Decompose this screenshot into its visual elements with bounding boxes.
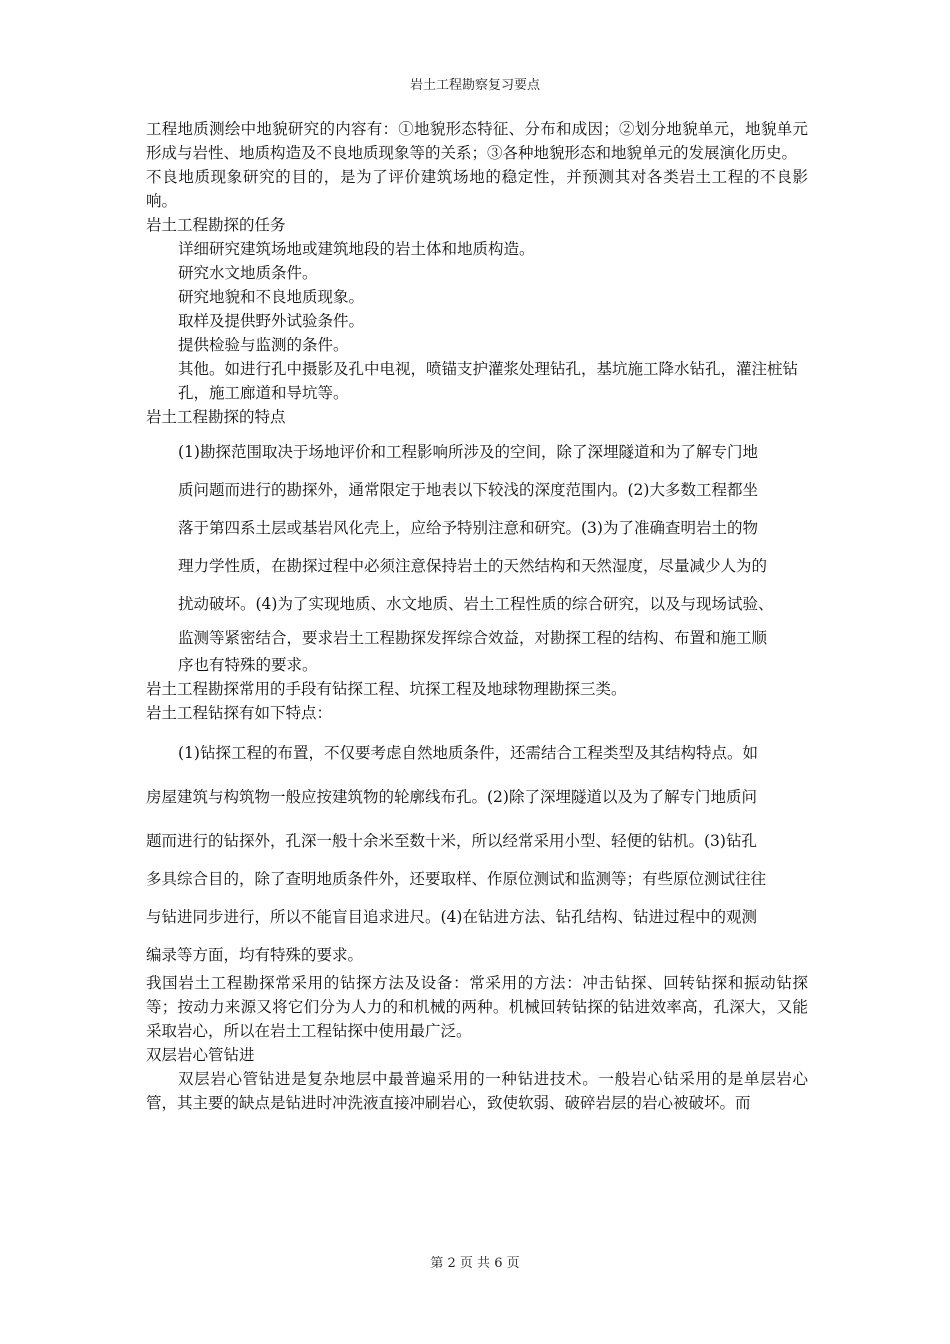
paragraph-exploration-means: 岩土工程勘探常用的手段有钻探工程、坑探工程及地球物理勘探三类。 — [146, 680, 627, 698]
heading-drilling-features: 岩土工程钻探有如下特点： — [146, 704, 333, 722]
heading-exploration-tasks: 岩土工程勘探的任务 — [146, 216, 286, 234]
paragraph-geomorphology: 工程地质测绘中地貌研究的内容有：①地貌形态特征、分布和成因；②划分地貌单元，地貌单元形成与岩性、地质构造及不良地质现象等的关系；③各种地貌形态和地貌单元的发展演化历史。 — [146, 120, 808, 162]
task-item: 详细研究建筑场地或建筑地段的岩土体和地质构造。 — [178, 240, 535, 258]
task-item: 研究地貌和不良地质现象。 — [178, 288, 365, 306]
heading-double-core-barrel: 双层岩心管钻进 — [146, 1046, 255, 1064]
paragraph-drilling-methods: 我国岩土工程勘探常采用的钻探方法及设备：常采用的方法：冲击钻探、回转钻探和振动钻探等；按动力来源又将它们分为人力的和机械的两种。机械回转钻探的钻进效率高，孔深大，又能采取岩心，所以在岩土工程钻探中使用最广泛。 — [146, 974, 808, 1040]
features-line: 质问题而进行的勘探外，通常限定于地表以下较浅的深度范围内。(2)大多数工程都坐 — [178, 481, 758, 499]
page-footer: 第 2 页 共 6 页 — [430, 1256, 520, 1271]
task-item: 提供检验与监测的条件。 — [178, 336, 349, 354]
drilling-line: 多具综合目的，除了查明地质条件外，还要取样、作原位测试和监测等；有些原位测试往往 — [146, 870, 767, 888]
task-item: 取样及提供野外试验条件。 — [178, 312, 365, 330]
features-line: 扰动破坏。(4)为了实现地质、水文地质、岩土工程性质的综合研究，以及与现场试验、 — [178, 595, 774, 613]
drilling-line: 编录等方面，均有特殊的要求。 — [146, 946, 364, 964]
paragraph-adverse-geology: 不良地质现象研究的目的，是为了评价建筑场地的稳定性，并预测其对各类岩土工程的不良影响。 — [146, 168, 808, 210]
drilling-line: 与钻进同步进行，所以不能盲目追求进尺。(4)在钻进方法、钻孔结构、钻进过程中的观测 — [146, 908, 757, 926]
heading-exploration-features: 岩土工程勘探的特点 — [146, 408, 286, 426]
features-line: (1)勘探范围取决于场地评价和工程影响所涉及的空间，除了深埋隧道和为了解专门地 — [178, 443, 758, 461]
paragraph-double-core-barrel: 双层岩心管钻进是复杂地层中最普遍采用的一种钻进技术。一般岩心钻采用的是单层岩心管，其主要的缺点是钻进时冲洗液直接冲刷岩心，致使软弱、破碎岩层的岩心被破坏。而 — [146, 1070, 808, 1112]
drilling-line: 房屋建筑与构筑物一般应按建筑物的轮廓线布孔。(2)除了深埋隧道以及为了解专门地质问 — [146, 788, 757, 806]
page-body — [146, 117, 808, 1115]
task-item: 研究水文地质条件。 — [178, 264, 318, 282]
drilling-line: 题而进行的钻探外，孔深一般十余米至数十米，所以经常采用小型、轻便的钻机。(3)钻孔 — [146, 832, 757, 850]
task-item: 其他。如进行孔中摄影及孔中电视，喷锚支护灌浆处理钻孔，基坑施工降水钻孔，灌注桩钻孔，施工廊道和导坑等。 — [178, 360, 799, 402]
features-line: 监测等紧密结合，要求岩土工程勘探发挥综合效益，对勘探工程的结构、布置和施工顺 — [178, 629, 768, 647]
features-line: 序也有特殊的要求。 — [178, 656, 318, 674]
drilling-line: (1)钻探工程的布置，不仅要考虑自然地质条件，还需结合工程类型及其结构特点。如 — [178, 744, 758, 762]
drilling-block — [146, 731, 808, 971]
page-header: 岩土工程勘察复习要点 — [409, 78, 540, 93]
features-line: 落于第四系土层或基岩风化壳上，应给予特别注意和研究。(3)为了准确查明岩土的物 — [178, 519, 758, 537]
features-line: 理力学性质，在勘探过程中必须注意保持岩土的天然结构和天然湿度，尽量减少人为的 — [178, 557, 768, 575]
features-block — [146, 433, 808, 677]
